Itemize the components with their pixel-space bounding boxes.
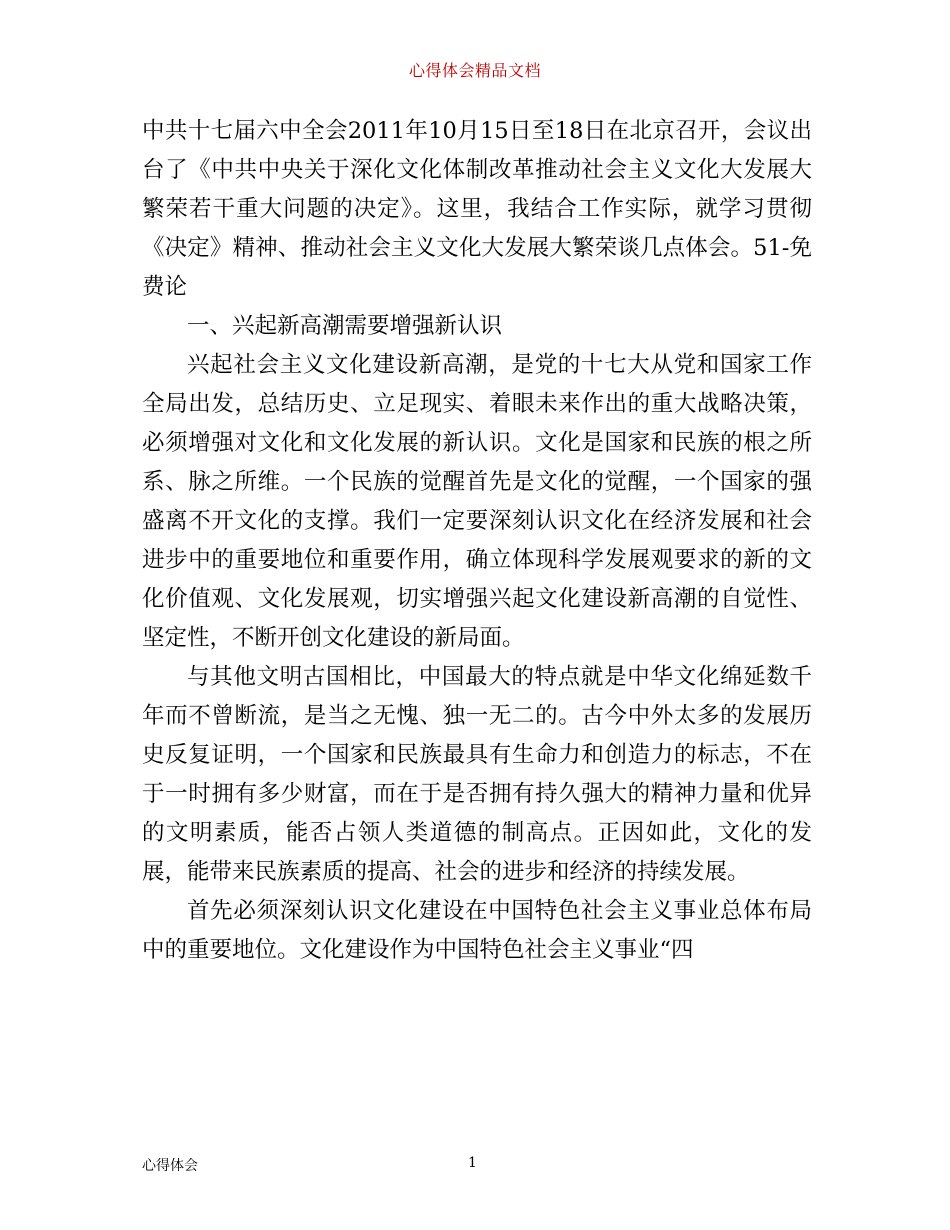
footer-label: 心得体会 <box>142 1158 198 1174</box>
paragraph: 与其他文明古国相比，中国最大的特点就是中华文化绵延数千年而不曾断流，是当之无愧、独一无二的。古今中外太多的发展历史反复证明，一个国家和民族最具有生命力和创造力的标志，不在于一时拥有多少财富，而在于是否拥有持久强大的精神力量和优异的文明素质，能否占领人类道德的制高点。正因如此，文化的发展，能带来民族素质的提高、社会的进步和经济的持续发展。 <box>142 664 812 885</box>
paragraph: 兴起社会主义文化建设新高潮，是党的十七大从党和国家工作全局出发，总结历史、立足现实、着眼未来作出的重大战略决策，必须增强对文化和文化发展的新认识。文化是国家和民族的根之所系、脉之所维。一个民族的觉醒首先是文化的觉醒，一个国家的强盛离不开文化的支撑。我们一定要深刻认识文化在经济发展和社会进步中的重要地位和重要作用，确立体现科学发展观要求的新的文化价值观、文化发展观，切实增强兴起文化建设新高潮的自觉性、坚定性，不断开创文化建设的新局面。 <box>142 352 812 651</box>
section-heading: 一、兴起新高潮需要增强新认识 <box>187 313 503 339</box>
page-number: 1 <box>468 1155 477 1171</box>
page-header-title: 心得体会精品文档 <box>408 61 541 80</box>
paragraph-intro: 中共十七届六中全会2011年10月15日至18日在北京召开，会议出台了《中共中央关于深化文化体制改革推动社会主义文化大发展大繁荣若干重大问题的决定》。这里，我结合工作实际，就学习贯彻《决定》精神、推动社会主义文化大发展大繁荣谈几点体会。51-免费论 <box>142 118 812 300</box>
document-body <box>142 112 812 970</box>
paragraph: 首先必须深刻认识文化建设在中国特色社会主义事业总体布局中的重要地位。文化建设作为中国特色社会主义事业“四 <box>142 898 812 963</box>
